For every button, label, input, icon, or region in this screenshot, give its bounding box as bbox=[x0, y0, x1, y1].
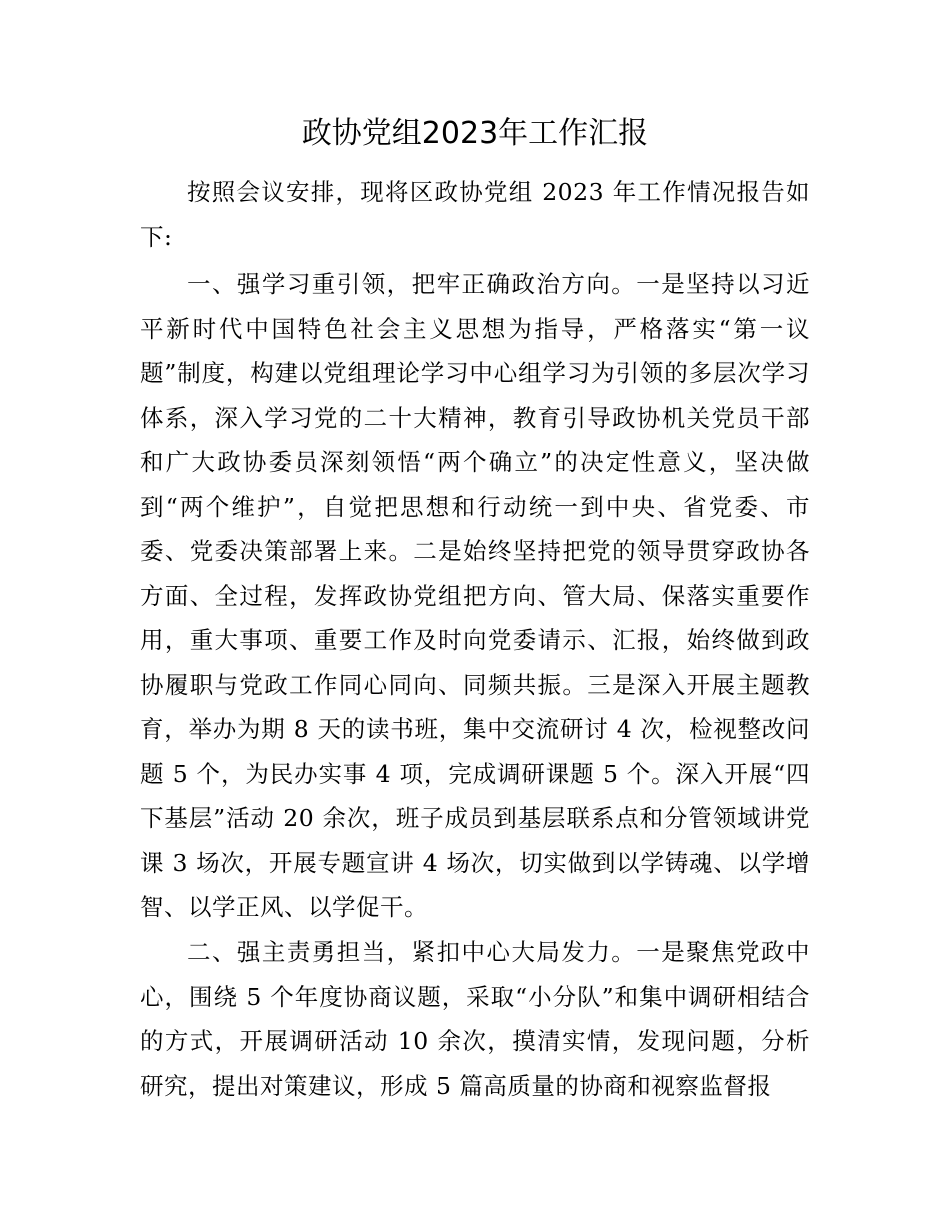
paragraph-section-one: 一、强学习重引领，把牢正确政治方向。一是坚持以习近平新时代中国特色社会主义思想为指导，严格落实“第一议题”制度，构建以党组理论学习中心组学习为引领的多层次学习体系，深入学习党的二十大精神，教育引导政协机关党员干部和广大政协委员深刻领悟“两个确立”的决定性意义，坚决做到“两个维护”，自觉把思想和行动统一到中央、省党委、市委、党委决策部署上来。二是始终坚持把党的领导贯穿政协各方面、全过程，发挥政协党组把方向、管大局、保落实重要作用，重大事项、重要工作及时向党委请示、汇报，始终做到政协履职与党政工作同心同向、同频共振。三是深入开展主题教育，举办为期 8 天的读书班，集中交流研讨 4 次，检视整改问题 5 个，为民办实事 4 项，完成调研课题 5 个。深入开展“四下基层”活动 20 余次，班子成员到基层联系点和分管领域讲党课 3 场次，开展专题宣讲 4 场次，切实做到以学铸魂、以学增智、以学正风、以学促干。 bbox=[140, 270, 810, 921]
paragraph-section-two: 二、强主责勇担当，紧扣中心大局发力。一是聚焦党政中心，围绕 5 个年度协商议题，采取“小分队”和集中调研相结合的方式，开展调研活动 10 余次，摸清实情，发现问题，分析研究，提出对策建议，形成 5 篇高质量的协商和视察监督报 bbox=[140, 938, 810, 1100]
document-title: 政协党组2023年工作汇报 bbox=[301, 116, 649, 151]
paragraph-intro: 按照会议安排，现将区政协党组 2023 年工作情况报告如下: bbox=[140, 178, 810, 251]
